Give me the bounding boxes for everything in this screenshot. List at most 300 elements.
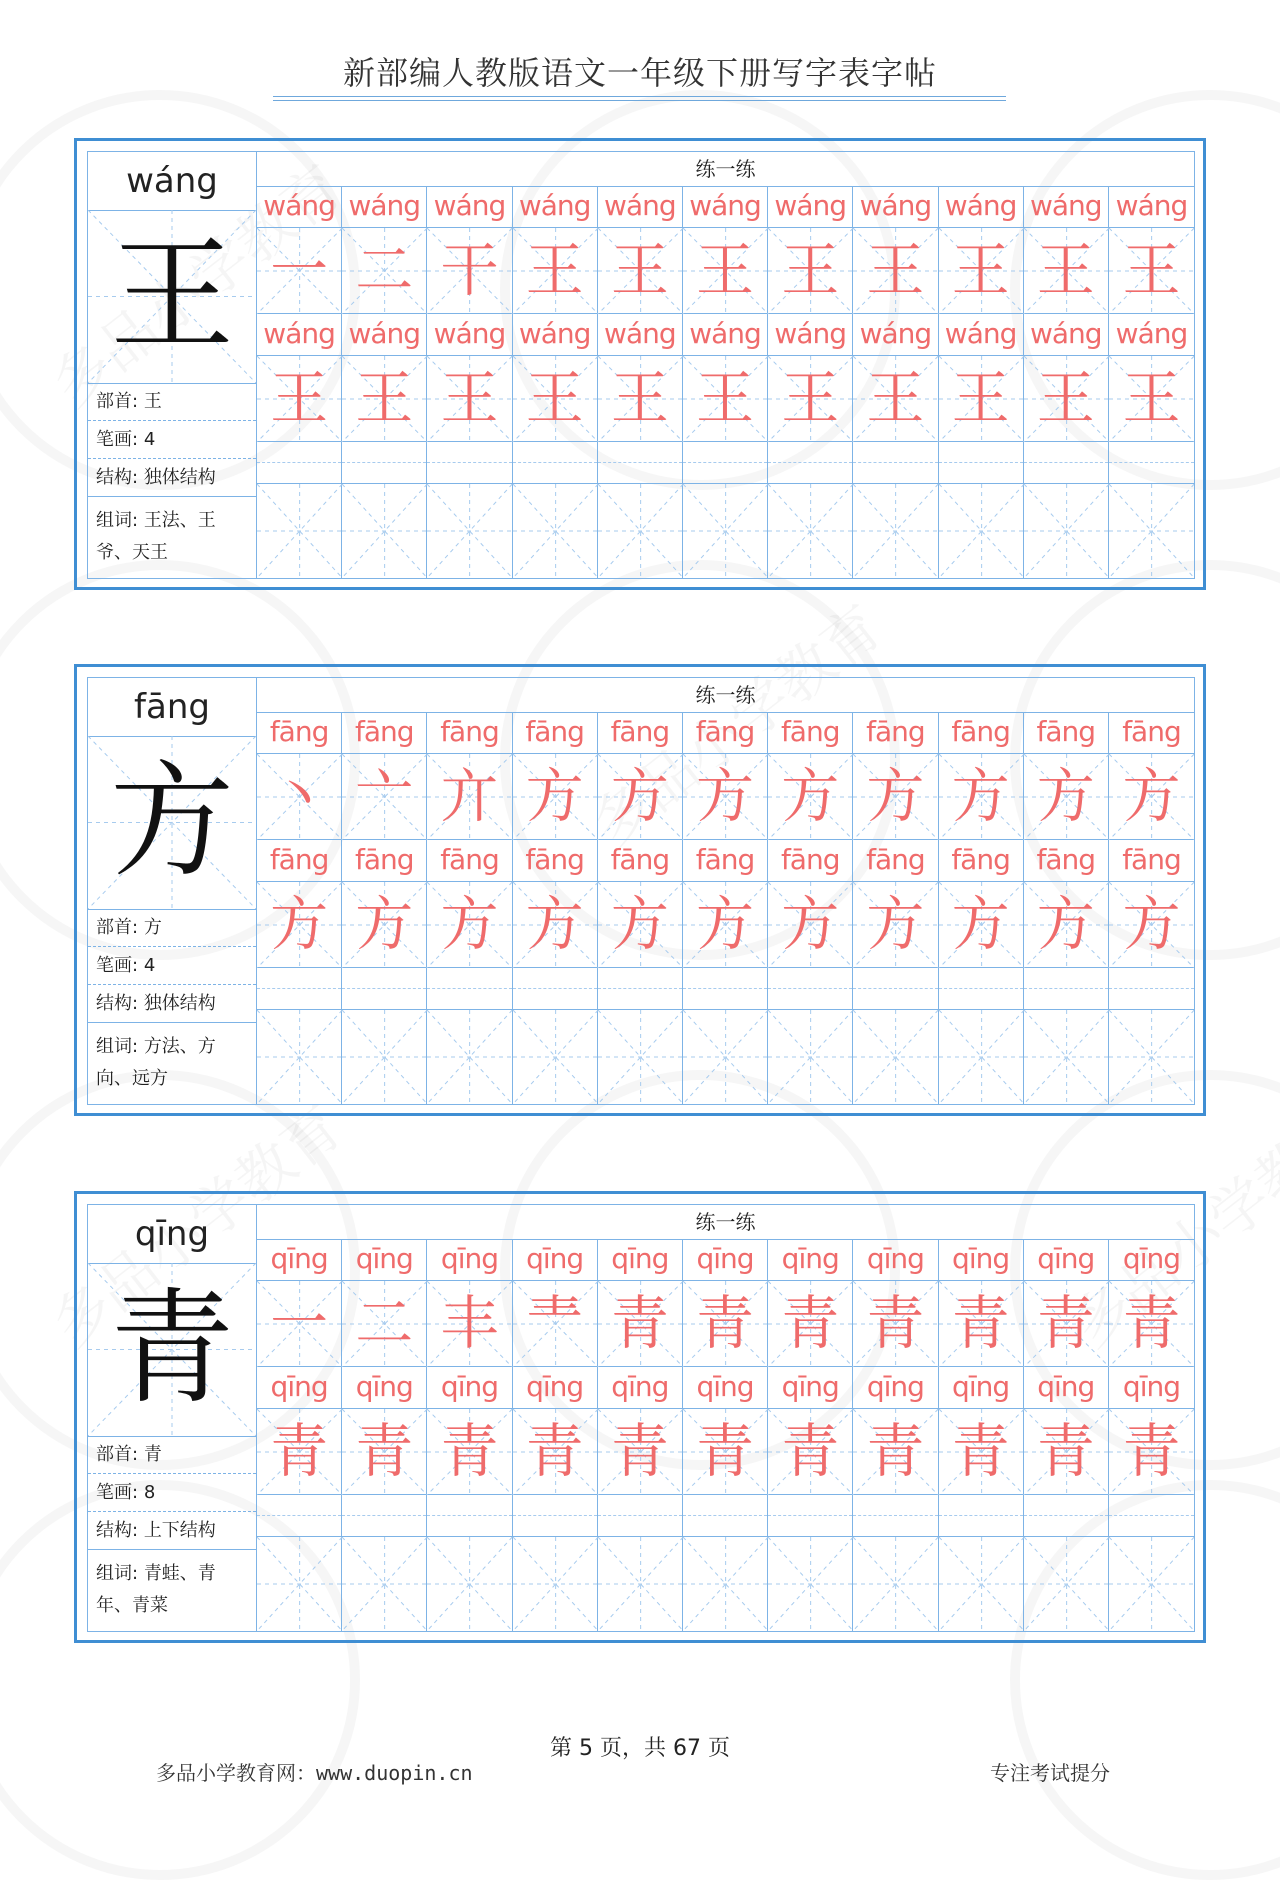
radical-value: 青 [143,1444,162,1465]
strokes-label: 笔画: [96,429,139,450]
pinyin-cell: wáng [768,186,853,228]
trace-character: 丰 [440,1289,499,1357]
pinyin-cell: wáng [342,186,427,228]
practice-grid [257,677,1195,1105]
trace-character: 青 [696,1417,755,1485]
trace-character-cell [939,1409,1024,1495]
practice-row [257,1495,1194,1537]
character-info-panel [87,677,257,1105]
trace-character-cell [257,1409,342,1495]
footer-site: 多品小学教育网：www.duopin.cn [156,1761,473,1785]
empty-writing-cell[interactable] [427,1010,512,1104]
model-character: 方 [109,750,234,894]
pinyin-cell: qīng [1024,1367,1109,1409]
empty-writing-cell[interactable] [342,1010,427,1104]
trace-character-cell [342,1281,427,1367]
trace-character: 王 [866,236,925,304]
empty-writing-cell[interactable] [427,1537,512,1631]
trace-character-cell [683,882,768,968]
model-character: 青 [109,1277,234,1421]
trace-character-cell [598,754,683,840]
tian-grid-guide [853,1010,938,1104]
trace-character-cell [853,754,938,840]
trace-character-cell [853,228,938,314]
trace-character: 方 [696,890,755,958]
trace-character: 王 [1122,236,1181,304]
tian-grid-guide [427,1537,512,1631]
empty-pinyin-cell[interactable] [257,442,342,484]
trace-character-cell [513,228,598,314]
trace-character: 方 [610,890,669,958]
character-info-panel [87,151,257,579]
pinyin-cell: qīng [427,1367,512,1409]
empty-writing-cell[interactable] [513,1537,598,1631]
tian-grid-guide [853,1537,938,1631]
empty-writing-cell[interactable] [853,484,938,578]
pinyin-cell: qīng [1109,1367,1194,1409]
pinyin-cell: fāng [683,840,768,882]
words-row [88,497,256,579]
practice-row [257,314,1194,356]
trace-character: 王 [781,364,840,432]
trace-character: 青 [1122,1417,1181,1485]
structure-value: 独体结构 [143,993,216,1014]
empty-writing-cell[interactable] [939,1537,1024,1631]
tian-grid-guide [683,1537,768,1631]
trace-character-cell [427,356,512,442]
trace-character: 干 [440,236,499,304]
character-card [74,664,1206,1116]
empty-writing-cell[interactable] [853,1010,938,1104]
pinyin-cell: fāng [1024,840,1109,882]
empty-pinyin-cell[interactable] [513,968,598,1010]
tian-grid-guide [257,1010,342,1104]
trace-character: 青 [781,1417,840,1485]
structure-label: 结构: [96,1520,139,1541]
pinyin-cell: wáng [1024,314,1109,356]
tian-grid-guide [1024,1010,1109,1104]
trace-character: 青 [866,1417,925,1485]
trace-character-cell [768,882,853,968]
trace-character: 王 [610,236,669,304]
empty-pinyin-cell[interactable] [1024,442,1109,484]
trace-character-cell [427,754,512,840]
trace-character-cell [1109,228,1194,314]
practice-row [257,712,1194,754]
trace-character: 王 [696,364,755,432]
empty-writing-cell[interactable] [598,1537,683,1631]
trace-character-cell [1024,754,1109,840]
pinyin-cell: fāng [427,840,512,882]
trace-character-cell [1109,356,1194,442]
trace-character-cell [683,1281,768,1367]
empty-pinyin-cell[interactable] [939,1495,1024,1537]
trace-character-cell [939,228,1024,314]
empty-writing-cell[interactable] [1024,1010,1109,1104]
tian-grid-guide [598,1537,683,1631]
trace-character-cell [342,1409,427,1495]
strokes-row [88,947,256,985]
tian-grid-guide [513,1010,598,1104]
pinyin-cell: wáng [768,314,853,356]
tian-grid-guide [683,1010,768,1104]
tian-grid-guide [853,484,938,578]
empty-pinyin-cell[interactable] [342,442,427,484]
empty-writing-cell[interactable] [939,484,1024,578]
trace-character: 一 [270,236,329,304]
radical-value: 王 [143,391,162,412]
empty-pinyin-cell[interactable] [427,968,512,1010]
trace-character-cell [768,356,853,442]
trace-character-cell [768,1409,853,1495]
pinyin-cell: fāng [853,840,938,882]
pinyin-cell: fāng [683,712,768,754]
trace-character: 二 [355,1289,414,1357]
practice-row [257,968,1194,1010]
tian-grid-guide [1024,1537,1109,1631]
pinyin-cell: qīng [513,1239,598,1281]
pinyin-cell: qīng [598,1367,683,1409]
strokes-label: 笔画: [96,1482,139,1503]
empty-pinyin-cell[interactable] [513,1495,598,1537]
empty-pinyin-cell[interactable] [853,442,938,484]
pinyin-cell: fāng [1024,712,1109,754]
tian-grid-guide [598,484,683,578]
pinyin-cell: wáng [1109,314,1194,356]
trace-character: 王 [1036,236,1095,304]
empty-writing-cell[interactable] [257,484,342,578]
structure-row [88,1512,256,1550]
pinyin-cell: fāng [1109,712,1194,754]
trace-character-cell [853,1281,938,1367]
trace-character: 方 [1036,890,1095,958]
empty-pinyin-cell[interactable] [1109,442,1194,484]
empty-pinyin-cell[interactable] [1024,968,1109,1010]
empty-writing-cell[interactable] [1109,1537,1194,1631]
radical-value: 方 [143,917,162,938]
trace-character-cell [1024,1281,1109,1367]
trace-character: 王 [525,236,584,304]
tian-grid-guide [342,1537,427,1631]
trace-character: 王 [866,364,925,432]
tian-grid-guide [939,1010,1024,1104]
pinyin-cell: fāng [768,712,853,754]
empty-writing-cell[interactable] [513,1010,598,1104]
empty-pinyin-cell[interactable] [683,442,768,484]
trace-character: 方 [270,890,329,958]
empty-writing-cell[interactable] [1024,1537,1109,1631]
pinyin-cell: qīng [683,1239,768,1281]
empty-writing-cell[interactable] [683,484,768,578]
trace-character: 王 [1036,364,1095,432]
empty-writing-cell[interactable] [427,484,512,578]
pinyin-cell: wáng [683,186,768,228]
empty-pinyin-cell[interactable] [427,1495,512,1537]
empty-pinyin-cell[interactable] [257,1495,342,1537]
pinyin-cell: fāng [853,712,938,754]
empty-writing-cell[interactable] [513,484,598,578]
words-row [88,1550,256,1632]
pinyin-cell: wáng [1109,186,1194,228]
tian-grid-guide [768,1010,853,1104]
pinyin-cell: qīng [939,1239,1024,1281]
trace-character: 青 [1036,1417,1095,1485]
empty-writing-cell[interactable] [1024,484,1109,578]
pinyin-cell: fāng [513,840,598,882]
trace-character: 方 [866,890,925,958]
pinyin-cell: wáng [853,186,938,228]
empty-writing-cell[interactable] [853,1537,938,1631]
empty-pinyin-cell[interactable] [939,442,1024,484]
character-card [74,138,1206,590]
tian-grid-guide [768,1537,853,1631]
trace-character-cell [257,754,342,840]
pinyin-cell: wáng [342,314,427,356]
trace-character-cell [1024,356,1109,442]
pinyin-cell: fāng [1109,840,1194,882]
trace-character-cell [598,228,683,314]
pinyin-cell: fāng [342,840,427,882]
trace-character-cell [1024,882,1109,968]
empty-writing-cell[interactable] [598,1010,683,1104]
practice-header: 练一练 [257,678,1194,713]
trace-character-cell [683,228,768,314]
pinyin-cell: wáng [513,314,598,356]
trace-character-cell [342,228,427,314]
tian-grid-guide [427,484,512,578]
character-model-box [88,210,256,384]
trace-character: 青 [270,1417,329,1485]
trace-character-cell [257,882,342,968]
empty-pinyin-cell[interactable] [1109,1495,1194,1537]
pinyin-cell: qīng [939,1367,1024,1409]
trace-character-cell [853,882,938,968]
pinyin-cell: wáng [683,314,768,356]
trace-character-cell [1109,754,1194,840]
trace-character: 方 [951,762,1010,830]
trace-character: 青 [1122,1289,1181,1357]
title-underline [273,96,1006,101]
empty-writing-cell[interactable] [939,1010,1024,1104]
tian-grid-guide [939,484,1024,578]
words-label: 组词: [96,1563,139,1584]
trace-character-cell [513,1281,598,1367]
words-value: 王法、王爷、天王 [96,510,216,563]
trace-character: 王 [355,364,414,432]
practice-grid [257,151,1195,579]
trace-character-cell [598,1281,683,1367]
pinyin-cell: qīng [853,1367,938,1409]
trace-character-cell [939,754,1024,840]
empty-pinyin-cell[interactable] [768,1495,853,1537]
pinyin-cell: wáng [853,314,938,356]
trace-character-cell [1109,882,1194,968]
structure-row [88,985,256,1023]
empty-writing-cell[interactable] [342,484,427,578]
pinyin-cell: qīng [342,1239,427,1281]
trace-character: 亠 [355,762,414,830]
radical-label: 部首: [96,391,139,412]
trace-character-cell [598,1409,683,1495]
trace-character: 青 [951,1289,1010,1357]
trace-character: 青 [781,1289,840,1357]
pinyin-cell: qīng [768,1367,853,1409]
trace-character-cell [683,1409,768,1495]
pinyin-cell: fāng [939,712,1024,754]
empty-writing-cell[interactable] [1109,1010,1194,1104]
practice-header: 练一练 [257,1205,1194,1240]
empty-writing-cell[interactable] [257,1537,342,1631]
practice-row [257,1010,1194,1104]
pinyin-cell: fāng [939,840,1024,882]
page-title: 新部编人教版语文一年级下册写字表字帖 [342,54,937,92]
trace-character: 方 [1122,762,1181,830]
empty-pinyin-cell[interactable] [853,1495,938,1537]
tian-grid-guide [939,1537,1024,1631]
structure-label: 结构: [96,467,139,488]
page-number: 第 5 页，共 67 页 [550,1736,730,1761]
tian-grid-guide [1109,1010,1194,1104]
trace-character-cell [683,754,768,840]
trace-character-cell [513,1409,598,1495]
trace-character: 王 [440,364,499,432]
empty-writing-cell[interactable] [683,1537,768,1631]
empty-pinyin-cell[interactable] [598,1495,683,1537]
pinyin-cell: fāng [257,712,342,754]
pinyin-cell: wáng [598,314,683,356]
trace-character: 王 [610,364,669,432]
trace-character-cell [1024,1409,1109,1495]
empty-writing-cell[interactable] [598,484,683,578]
trace-character-cell [768,754,853,840]
trace-character: 王 [951,236,1010,304]
model-character: 王 [109,224,234,368]
trace-character-cell [939,882,1024,968]
empty-pinyin-cell[interactable] [939,968,1024,1010]
strokes-label: 笔画: [96,955,139,976]
pinyin-cell: qīng [1024,1239,1109,1281]
tian-grid-guide [513,484,598,578]
trace-character-cell [768,228,853,314]
radical-label: 部首: [96,917,139,938]
words-row [88,1023,256,1105]
tian-grid-guide [513,1537,598,1631]
trace-character-cell [853,1409,938,1495]
empty-pinyin-cell[interactable] [427,442,512,484]
empty-writing-cell[interactable] [683,1010,768,1104]
pinyin-cell: qīng [513,1367,598,1409]
pinyin-cell: wáng [1024,186,1109,228]
trace-character-cell [1109,1409,1194,1495]
practice-row [257,228,1194,314]
trace-character: 方 [781,762,840,830]
practice-row [257,1537,1194,1631]
practice-grid [257,1204,1195,1632]
character-info-panel [87,1204,257,1632]
practice-row [257,442,1194,484]
character-pinyin: wáng [88,152,256,211]
trace-character: 王 [270,364,329,432]
practice-row [257,186,1194,228]
trace-character: 王 [696,236,755,304]
trace-character-cell [598,356,683,442]
empty-pinyin-cell[interactable] [257,968,342,1010]
strokes-row [88,421,256,459]
empty-pinyin-cell[interactable] [513,442,598,484]
empty-pinyin-cell[interactable] [1024,1495,1109,1537]
empty-writing-cell[interactable] [768,1010,853,1104]
empty-pinyin-cell[interactable] [598,968,683,1010]
trace-character: 王 [951,364,1010,432]
strokes-row [88,1474,256,1512]
tian-grid-guide [427,1010,512,1104]
empty-writing-cell[interactable] [342,1537,427,1631]
pinyin-cell: wáng [257,186,342,228]
tian-grid-guide [768,484,853,578]
practice-row [257,1239,1194,1281]
empty-pinyin-cell[interactable] [853,968,938,1010]
empty-writing-cell[interactable] [768,1537,853,1631]
trace-character: 青 [1036,1289,1095,1357]
trace-character-cell [257,228,342,314]
trace-character-cell [342,356,427,442]
empty-writing-cell[interactable] [257,1010,342,1104]
practice-row [257,1409,1194,1495]
tian-grid-guide [683,484,768,578]
practice-row [257,882,1194,968]
trace-character: 方 [951,890,1010,958]
trace-character-cell [513,754,598,840]
pinyin-cell: qīng [342,1367,427,1409]
pinyin-cell: wáng [939,186,1024,228]
trace-character: 王 [525,364,584,432]
empty-pinyin-cell[interactable] [768,968,853,1010]
practice-row [257,484,1194,578]
trace-character-cell [342,754,427,840]
radical-row [88,909,256,947]
trace-character: 方 [440,890,499,958]
trace-character-cell [427,882,512,968]
character-pinyin: qīng [88,1205,256,1264]
trace-character-cell [513,356,598,442]
trace-character: 亣 [440,762,499,830]
empty-pinyin-cell[interactable] [683,968,768,1010]
trace-character-cell [598,882,683,968]
trace-character: 方 [1122,890,1181,958]
pinyin-cell: wáng [598,186,683,228]
trace-character: 王 [781,236,840,304]
empty-pinyin-cell[interactable] [342,1495,427,1537]
empty-writing-cell[interactable] [768,484,853,578]
empty-pinyin-cell[interactable] [598,442,683,484]
empty-pinyin-cell[interactable] [768,442,853,484]
trace-character: 方 [696,762,755,830]
pinyin-cell: qīng [1109,1239,1194,1281]
empty-pinyin-cell[interactable] [683,1495,768,1537]
trace-character-cell [683,356,768,442]
practice-row [257,356,1194,442]
empty-pinyin-cell[interactable] [342,968,427,1010]
words-label: 组词: [96,510,139,531]
character-card [74,1191,1206,1643]
trace-character: 青 [696,1289,755,1357]
tian-grid-guide [1024,484,1109,578]
pinyin-cell: qīng [427,1239,512,1281]
trace-character: 方 [525,762,584,830]
empty-pinyin-cell[interactable] [1109,968,1194,1010]
empty-writing-cell[interactable] [1109,484,1194,578]
practice-row [257,754,1194,840]
